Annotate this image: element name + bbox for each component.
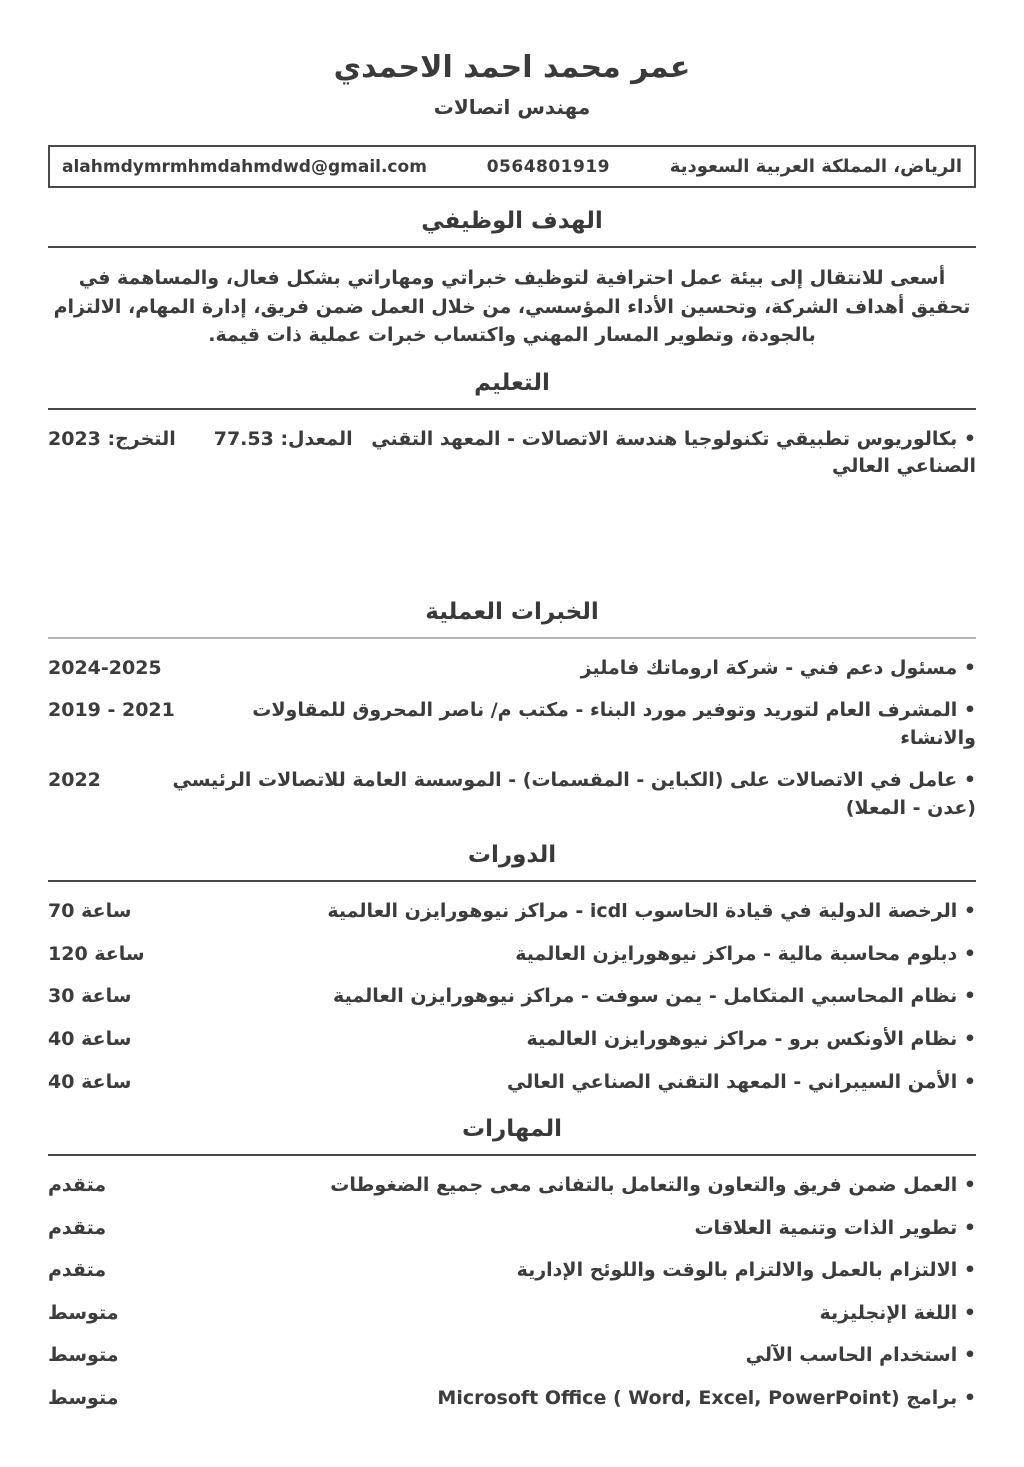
education-gpa: المعدل: 77.53 xyxy=(213,427,353,450)
objective-heading: الهدف الوظيفي xyxy=(421,208,603,234)
course-row xyxy=(48,1026,976,1054)
course-hours: 30 ساعة xyxy=(48,985,132,1008)
course-row xyxy=(48,983,976,1011)
contact-email: alahmdymrmhmdahmdwd@gmail.com xyxy=(62,156,427,177)
person-job-title: مهندس اتصالات xyxy=(433,95,591,119)
section-experience xyxy=(48,599,976,823)
course-row xyxy=(48,941,976,969)
divider xyxy=(48,408,976,410)
experience-period: 2022 xyxy=(48,769,101,792)
experience-heading: الخبرات العملية xyxy=(425,598,599,625)
skill-level: متقدم xyxy=(48,1259,107,1282)
course-row xyxy=(48,898,976,926)
skill-row xyxy=(48,1257,976,1285)
experience-row xyxy=(48,767,976,822)
course-hours: 120 ساعة xyxy=(48,942,145,965)
experience-period: 2019 - 2021 xyxy=(48,699,175,722)
skill-level: متقدم xyxy=(48,1174,107,1197)
experience-row xyxy=(48,655,976,683)
contact-phone: 0564801919 xyxy=(486,156,610,177)
skill-row xyxy=(48,1385,976,1413)
skills-heading: المهارات xyxy=(462,1116,562,1143)
divider xyxy=(48,637,976,639)
person-name: عمر محمد احمد الاحمدي xyxy=(333,50,691,85)
divider xyxy=(48,880,976,882)
education-graduation: التخرج: 2023 xyxy=(48,427,176,450)
course-hours: 40 ساعة xyxy=(48,1027,132,1050)
skill-title: • الالتزام بالعمل والالتزام بالوقت واللوئح الإدارية xyxy=(106,1257,976,1285)
skill-title: • العمل ضمن فريق والتعاون والتعامل بالتفانى معى جميع الضغوطات xyxy=(106,1172,976,1200)
objective-text: أسعى للانتقال إلى بيئة عمل احترافية لتوظيف خبراتي ومهاراتي بشكل فعال، والمساهمة في تحقيق أهداف الشركة، وتحسين الأداء المؤسسي، من خلال العمل ضمن فريق، إدارة المهام، الالتزام بالجودة، وتطوير المسار المهني واكتساب خبرات عملية ذات قيمة. xyxy=(53,267,971,346)
education-row xyxy=(48,426,976,481)
experience-title: • عامل في الاتصالات على (الكباين - المقسمات) - الموسسة العامة للاتصالات الرئيسي (عدن - المعلا) xyxy=(101,767,976,822)
skill-row xyxy=(48,1300,976,1328)
education-degree: • بكالوريوس تطبيقي تكنولوجيا هندسة الاتصالات - المعهد التقني الصناعي العالي xyxy=(353,426,976,481)
course-hours: 40 ساعة xyxy=(48,1070,132,1093)
course-hours: 70 ساعة xyxy=(48,900,132,923)
experience-row xyxy=(48,697,976,752)
skill-row xyxy=(48,1215,976,1243)
course-title: • الأمن السيبراني - المعهد التقني الصناعي العالي xyxy=(131,1069,976,1097)
contact-location: الرياض، المملكة العربية السعودية xyxy=(669,156,962,177)
skill-title: • برامج Microsoft Office ( Word, Excel, PowerPoint) xyxy=(118,1385,976,1413)
section-courses xyxy=(48,842,976,1096)
course-title: • دبلوم محاسبة مالية - مراكز نيوهورايزن العالمية xyxy=(145,941,976,969)
course-title: • نظام الأونكس برو - مراكز نيوهورايزن العالمية xyxy=(131,1026,976,1054)
skill-level: متوسط xyxy=(48,1301,119,1324)
experience-title: • مسئول دعم فني - شركة اروماتك فامليز xyxy=(162,655,976,683)
divider xyxy=(48,246,976,248)
section-objective xyxy=(48,208,976,350)
experience-title: • المشرف العام لتوريد وتوفير مورد البناء - مكتب م/ ناصر المحروق للمقاولات والانشاء xyxy=(175,697,976,752)
courses-heading: الدورات xyxy=(467,842,557,869)
skill-title: • تطوير الذات وتنمية العلاقات xyxy=(106,1215,976,1243)
section-skills xyxy=(48,1116,976,1412)
skill-row xyxy=(48,1342,976,1370)
skill-title: • استخدام الحاسب الآلي xyxy=(118,1342,976,1370)
skill-level: متوسط xyxy=(48,1344,119,1367)
skill-level: متقدم xyxy=(48,1216,107,1239)
course-title: • نظام المحاسبي المتكامل - يمن سوفت - مراكز نيوهورايزن العالمية xyxy=(131,983,976,1011)
skill-level: متوسط xyxy=(48,1386,119,1409)
contact-bar xyxy=(48,145,976,188)
education-heading: التعليم xyxy=(474,369,550,396)
section-education xyxy=(48,370,976,481)
divider xyxy=(48,1154,976,1156)
skill-row xyxy=(48,1172,976,1200)
course-title: • الرخصة الدولية في قيادة الحاسوب icdl - مراكز نيوهورايزن العالمية xyxy=(131,898,976,926)
skill-title: • اللغة الإنجليزية xyxy=(118,1300,976,1328)
experience-period: 2024-2025 xyxy=(48,656,162,679)
course-row xyxy=(48,1069,976,1097)
